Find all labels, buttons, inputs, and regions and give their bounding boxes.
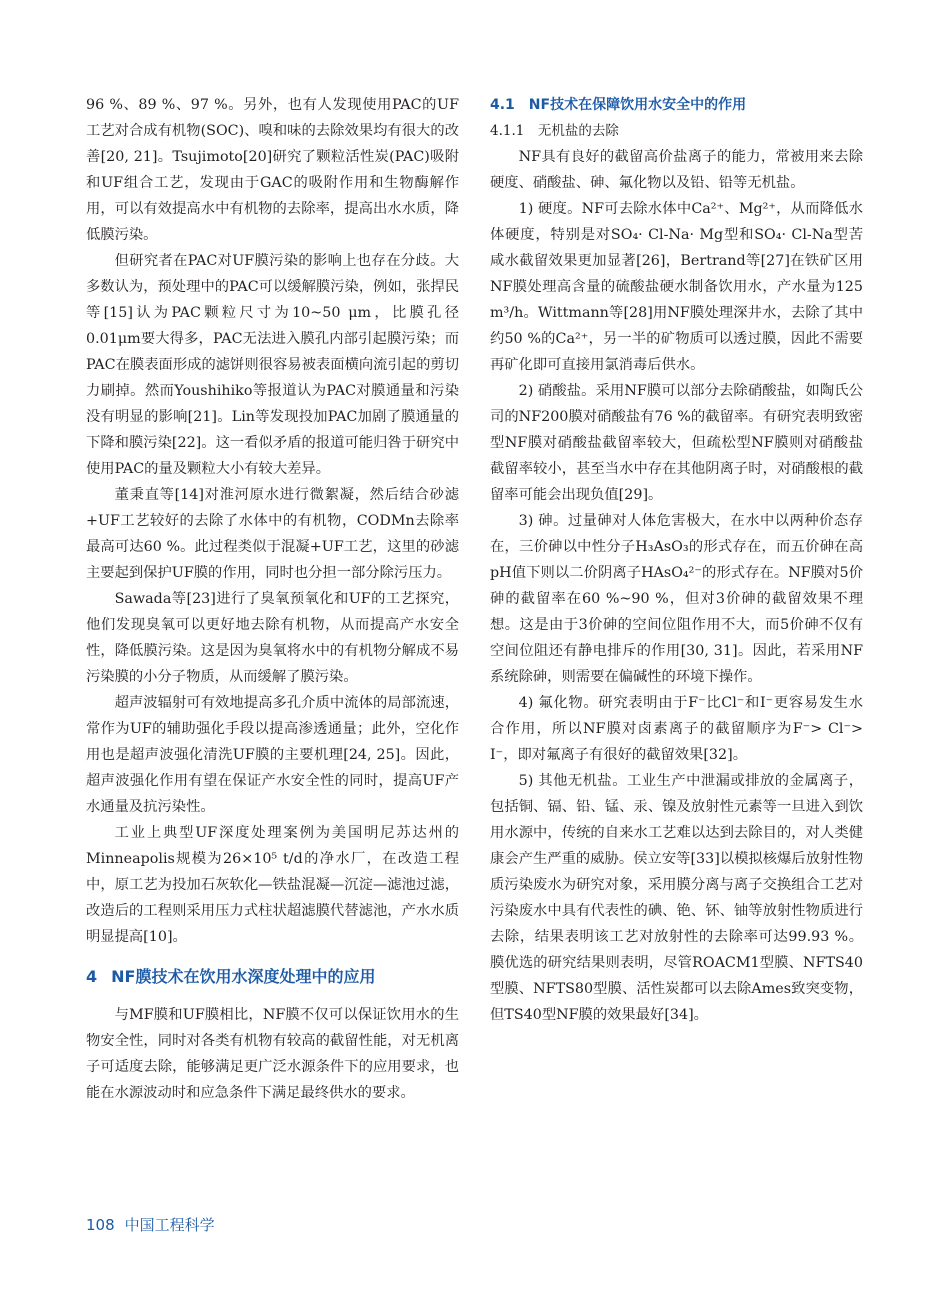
left-paragraph-3: 董秉直等[14]对淮河原水进行微絮凝，然后结合砂滤+UF工艺较好的去除了水体中的有机物，CODMn去除率最高可达60 %。此过程类似于混凝+UF工艺，这里的砂滤主要起到保护UF膜的作用，同时也分担一部分除污压力。 bbox=[86, 487, 459, 581]
section-4-1-heading: 4.1 NF技术在保障饮用水安全中的作用 bbox=[490, 97, 747, 113]
page-footer bbox=[86, 1214, 215, 1235]
journal-name: 中国工程科学 bbox=[124, 1216, 215, 1234]
left-paragraph-6: 工业上典型UF深度处理案例为美国明尼苏达州的Minneapolis规模为26×10⁵ t/d的净水厂，在改造工程中，原工艺为投加石灰软化—铁盐混凝—沉淀—滤池过滤，改造后的工程则采用压力式柱状超滤膜代替滤池，产水水质明显提高[10]。 bbox=[86, 825, 459, 945]
right-paragraph-1: NF具有良好的截留高价盐离子的能力，常被用来去除硬度、硝酸盐、砷、氟化物以及铅、铅等无机盐。 bbox=[490, 149, 863, 191]
right-paragraph-2: 1) 硬度。NF可去除水体中Ca²⁺、Mg²⁺，从而降低水体硬度，特别是对SO₄· Cl-Na· Mg型和SO₄· Cl-Na型苦咸水截留效果更加显著[26]，Bertrand等[27]在铁矿区用NF膜处理高含量的硫酸盐硬水制备饮用水，产水量为125 m³/h。Wittmann等[28]用NF膜处理深井水，去除了其中约50 %的Ca²⁺，另一半的矿物质可以透过膜，因此不需要再矿化即可直接用氯消毒后供水。 bbox=[490, 201, 863, 373]
section-4-1-1-heading: 4.1.1 无机盐的去除 bbox=[490, 123, 619, 139]
section-4-number: 4 bbox=[86, 967, 98, 986]
right-paragraph-4: 3) 砷。过量砷对人体危害极大，在水中以两种价态存在，三价砷以中性分子H₃AsO₃的形式存在，而五价砷在高pH值下则以二价阴离子HAsO₄²⁻的形式存在。NF膜对5价砷的截留率在60 %~90 %，但对3价砷的截留效果不理想。这是由于3价砷的空间位阻作用不大，而5价砷不仅有空间位阻还有静电排斥的作用[30, 31]。因此，若采用NF系统除砷，则需要在偏碱性的环境下操作。 bbox=[490, 513, 863, 685]
left-paragraph-5: 超声波辐射可有效地提高多孔介质中流体的局部流速，常作为UF的辅助强化手段以提高渗透通量；此外，空化作用也是超声波强化清洗UF膜的主要机理[24, 25]。因此，超声波强化作用有望在保证产水安全性的同时，提高UF产水通量及抗污染性。 bbox=[86, 695, 459, 815]
right-paragraph-6: 5) 其他无机盐。工业生产中泄漏或排放的金属离子，包括铜、镉、铅、锰、汞、镍及放射性元素等一旦进入到饮用水源中，传统的自来水工艺难以达到去除目的，对人类健康会产生严重的威胁。侯立安等[33]以模拟核爆后放射性物质污染废水为研究对象，采用膜分离与离子交换组合工艺对污染废水中具有代表性的碘、铯、钚、铀等放射性物质进行去除，结果表明该工艺对放射性的去除率可达99.93 %。膜优选的研究结果则表明，尽管ROACM1型膜、NFTS40型膜、NFTS80型膜、活性炭都可以去除Ames致突变物，但TS40型NF膜的效果最好[34]。 bbox=[490, 773, 863, 1023]
left-column bbox=[86, 92, 459, 1106]
left-paragraph-4: Sawada等[23]进行了臭氧预氧化和UF的工艺探究，他们发现臭氧可以更好地去除有机物，从而提高产水安全性，降低膜污染。这是因为臭氧将水中的有机物分解成不易污染膜的小分子物质，从而缓解了膜污染。 bbox=[86, 591, 459, 685]
section-4-title: NF膜技术在饮用水深度处理中的应用 bbox=[111, 967, 376, 986]
left-paragraph-7: 与MF膜和UF膜相比，NF膜不仅可以保证饮用水的生物安全性，同时对各类有机物有较高的截留性能，对无机离子可适度去除，能够满足更广泛水源条件下的应用要求，也能在水源波动时和应急条件下满足最终供水的要求。 bbox=[86, 1007, 459, 1101]
right-column bbox=[490, 92, 863, 1028]
page-number: 108 bbox=[86, 1216, 115, 1234]
section-4-heading bbox=[86, 964, 459, 990]
right-paragraph-5: 4) 氟化物。研究表明由于F⁻比Cl⁻和I⁻更容易发生水合作用，所以NF膜对卤素离子的截留顺序为F⁻> Cl⁻> I⁻，即对氟离子有很好的截留效果[32]。 bbox=[490, 695, 863, 763]
left-paragraph-1: 96 %、89 %、97 %。另外，也有人发现使用PAC的UF工艺对合成有机物(SOC)、嗅和味的去除效果均有很大的改善[20, 21]。Tsujimoto[20]研究了颗粒活性炭(PAC)吸附和UF组合工艺，发现由于GAC的吸附作用和生物酶解作用，可以有效提高水中有机物的去除率，提高出水水质，降低膜污染。 bbox=[86, 97, 459, 243]
right-paragraph-3: 2) 硝酸盐。采用NF膜可以部分去除硝酸盐，如陶氏公司的NF200膜对硝酸盐有76 %的截留率。有研究表明致密型NF膜对硝酸盐截留率较大，但疏松型NF膜则对硝酸盐截留率较小，甚至当水中存在其他阴离子时，对硝酸根的截留率可能会出现负值[29]。 bbox=[490, 383, 863, 503]
left-paragraph-2: 但研究者在PAC对UF膜污染的影响上也存在分歧。大多数认为，预处理中的PAC可以缓解膜污染，例如，张捍民等[15]认为PAC颗粒尺寸为10~50 μm，比膜孔径0.01μm要大得多，PAC无法进入膜孔内部引起膜污染；而PAC在膜表面形成的滤饼则很容易被表面横向流引起的剪切力刷掉。然而Youshihiko等报道认为PAC对膜通量和污染没有明显的影响[21]。Lin等发现投加PAC加剧了膜通量的下降和膜污染[22]。这一看似矛盾的报道可能归咎于研究中使用PAC的量及颗粒大小有较大差异。 bbox=[86, 253, 459, 477]
